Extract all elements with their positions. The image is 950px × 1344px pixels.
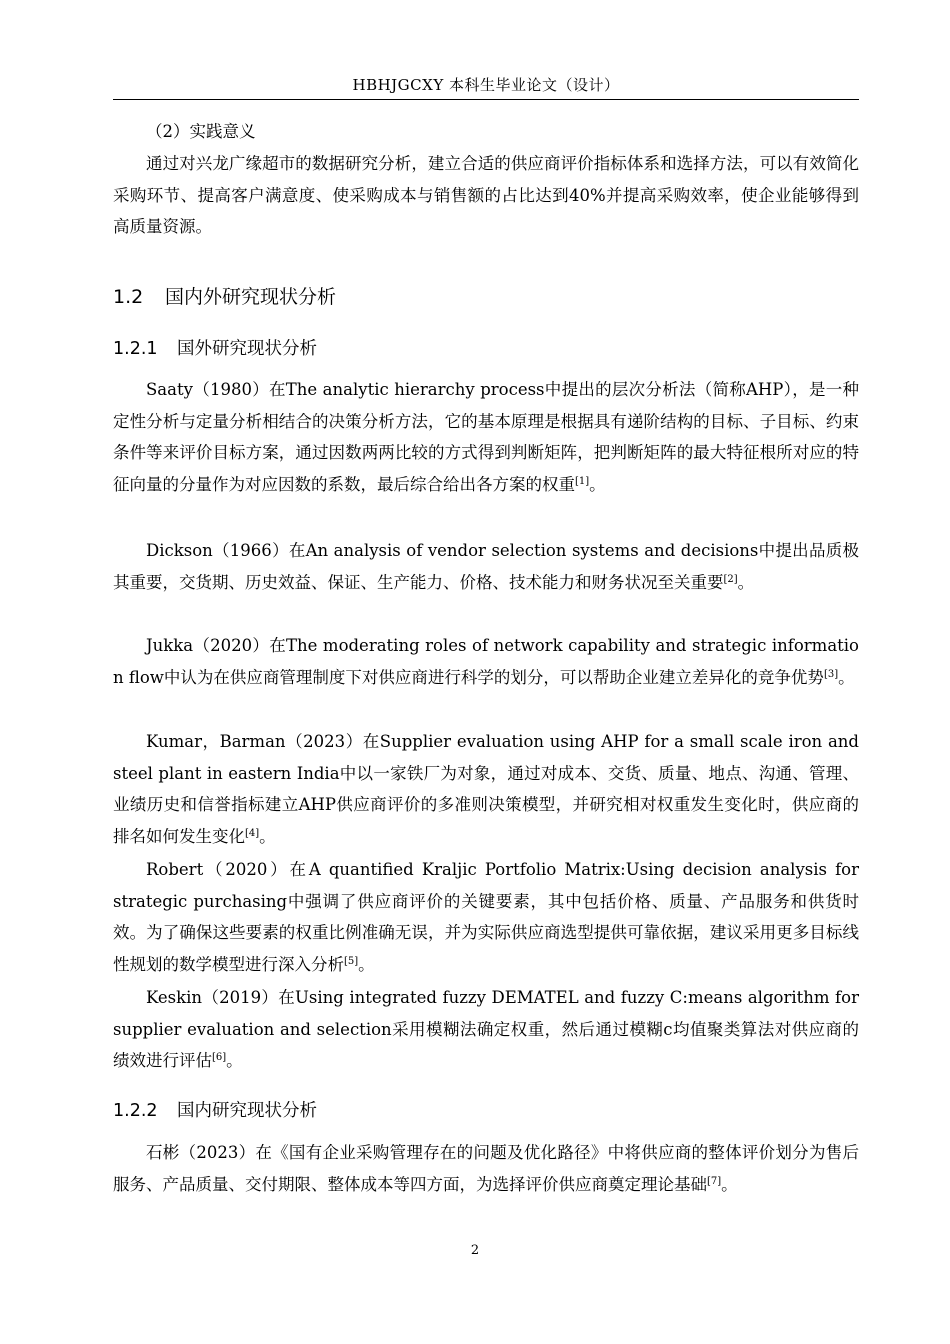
- citation: [6]: [212, 1052, 227, 1063]
- paragraph-robert: [113, 854, 859, 980]
- paragraph-shibin: [113, 1137, 859, 1200]
- section-1-2-1-heading: [113, 337, 317, 361]
- citation: [4]: [245, 827, 260, 839]
- paragraph-text: 石彬（2023）在《国有企业采购管理存在的问题及优化路径》中将供应商的整体评价划分为售后服务、产品质量、交付期限、整体成本等四方面，为选择评价供应商奠定理论基础: [113, 1143, 859, 1194]
- paragraph-end: 。: [737, 572, 755, 592]
- page-number: 2: [470, 1243, 480, 1258]
- paragraph-end: 。: [721, 1174, 738, 1194]
- section-1-2-2-heading: [113, 1099, 317, 1123]
- practice-body: 通过对兴龙广缘超市的数据研究分析，建立合适的供应商评价指标体系和选择方法，可以有效简化采购环节、提高客户满意度、使采购成本与销售额的占比达到40%并提高采购效率，使企业能够得到高质量资源。: [113, 154, 859, 236]
- paragraph-text: Jukka（2020）在The moderating roles of network capability and strategic information flow中认为在供应商管理制度下对供应商进行科学的划分，可以帮助企业建立差异化的竞争优势: [113, 636, 859, 687]
- section-title: 国内外研究现状分析: [165, 286, 337, 308]
- header-rule: [113, 99, 859, 100]
- citation: [2]: [723, 573, 738, 585]
- paragraph-dickson: [113, 535, 859, 598]
- paragraph-keskin: [113, 982, 859, 1077]
- section-1-2-heading: [113, 284, 336, 310]
- paragraph-text: Keskin（2019）在Using integrated fuzzy DEMATEL and fuzzy C:means algorithm for supplier evaluation and selection采用模糊法确定权重，然后通过模糊c均值聚类算法对供应商的绩效进行评估: [113, 988, 859, 1070]
- practice-heading: （2）实践意义: [146, 122, 256, 141]
- paragraph-end: 。: [589, 474, 606, 494]
- paragraph-text: Robert（2020）在A quantified Kraljic Portfolio Matrix:Using decision analysis for strategic purchasing中强调了供应商评价的关键要素，其中包括价格、质量、产品服务和供货时效。为了确保这些要素的权重比例准确无误，并为实际供应商选型提供可靠依据，建议采用更多目标线性规划的数学模型进行深入分析: [113, 860, 859, 974]
- citation: [1]: [575, 475, 590, 487]
- paragraph-end: 。: [226, 1051, 243, 1070]
- paragraph-end: 。: [358, 954, 375, 974]
- paragraph-text: Saaty（1980）在The analytic hierarchy process中提出的层次分析法（简称AHP），是一种定性分析与定量分析相结合的决策分析方法，它的基本原理是根据具有递阶结构的目标、子目标、约束条件等来评价目标方案，通过因数两两比较的方式得到判断矩阵，把判断矩阵的最大特征根所对应的特征向量的分量作为对应因数的系数，最后综合给出各方案的权重: [113, 380, 859, 494]
- paragraph-text: Kumar，Barman（2023）在Supplier evaluation using AHP for a small scale iron and steel plant in eastern India中以一家铁厂为对象，通过对成本、交货、质量、地点、沟通、管理、业绩历史和信誉指标建立AHP供应商评价的多准则决策模型，并研究相对权重发生变化时，供应商的排名如何发生变化: [113, 732, 859, 846]
- paragraph-saaty: [113, 374, 859, 500]
- citation: [3]: [823, 668, 839, 680]
- citation: [7]: [707, 1175, 722, 1187]
- paragraph-end: 。: [838, 667, 855, 687]
- paragraph-jukka: [113, 630, 859, 693]
- paragraph-kumar: [113, 726, 859, 852]
- section-number: 1.2.1: [113, 339, 158, 359]
- section-title: 国外研究现状分析: [177, 339, 317, 359]
- paragraph-end: 。: [259, 826, 276, 846]
- paragraph-text: Dickson（1966）在An analysis of vendor selection systems and decisions中提出品质极其重要，交货期、历史效益、保证、生产能力、价格、技术能力和财务状况至关重要: [113, 541, 859, 592]
- citation: [5]: [344, 955, 359, 967]
- section-number: 1.2.2: [113, 1101, 158, 1121]
- header-title: HBHJGCXY 本科生毕业论文（设计）: [352, 76, 620, 94]
- section-number: 1.2: [113, 286, 144, 308]
- section-title: 国内研究现状分析: [177, 1101, 317, 1121]
